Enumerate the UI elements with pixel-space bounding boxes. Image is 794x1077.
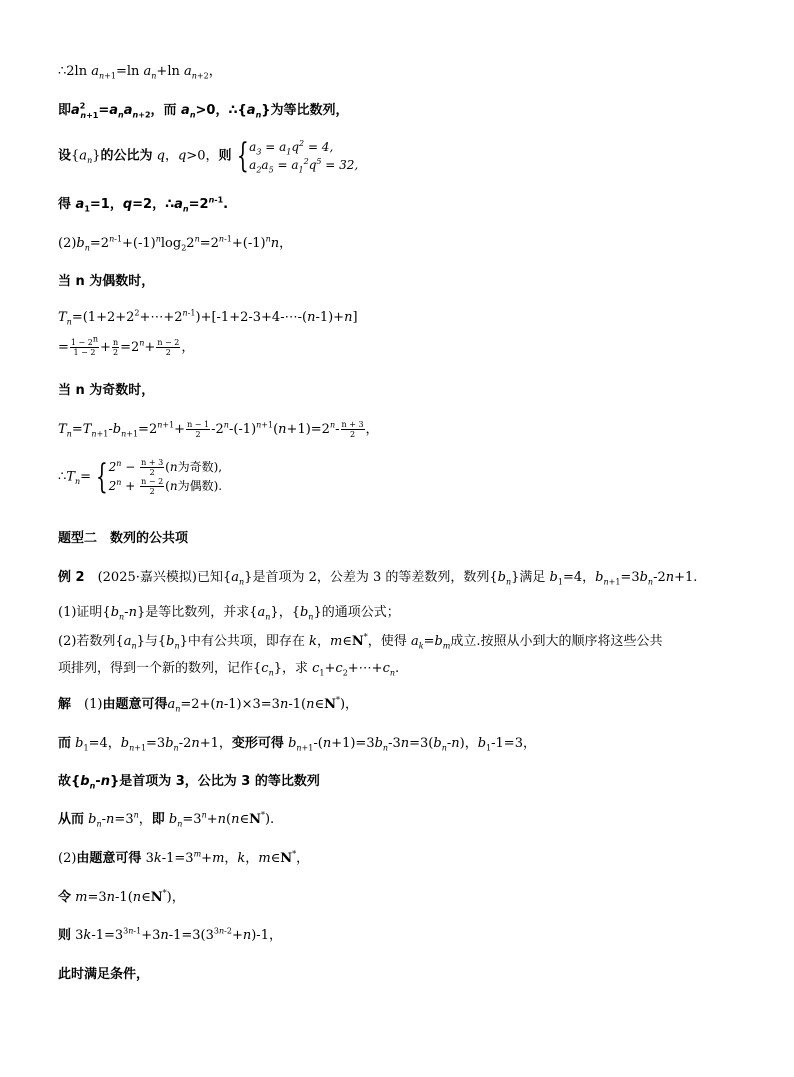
line-let-m: 令 m=3n-1(n∈N*)， (58, 888, 185, 905)
section-heading: 题型二 数列的公共项 (58, 531, 189, 546)
line-solution-a1-q: 得 $a_1=1$，q=2，$\therefore a_n=2^{n-1}$. (58, 195, 229, 214)
line-even-sum: $T_n=(1+2+2^2+\cdots+2^{n-1})+[-1+2-3+4-\cdots-(n-1)+n]$ (58, 308, 358, 327)
line-even-result: = $\frac{1 - 2^n}{1 - 2}$ + $\frac{n}{2}$ $=2^n+$ $\frac{n - 2}{2}$ ， (58, 334, 195, 357)
line-geometric-conclusion: 即$a^2_{n+1}=a_na_{n+2}$，而 $a_n>0$，$\therefore\{a_n\}$为等比数列， (58, 101, 349, 120)
example-statement: 例 2 (2025·嘉兴模拟)已知$\{a_n\}$是首项为 2，公差为 3 的等差数列，数列$\{b_n\}$满足 $b_1=4$，$b_{n+1}=3b_n-2n+1$. (58, 570, 698, 587)
example-label: 例 2 (58, 570, 85, 585)
solution-start: 解 (1)由题意可得$a_n=2+(n-1)\times 3=3n-1(n\in N^*)$， (58, 695, 359, 714)
line-even-case-heading: 当 n 为偶数时， (58, 274, 155, 289)
question-part-2: (2)若数列$\{a_n\}$与$\{b_n\}$中有公共项，即存在 k，m∈N*，使得 $a_k=b_m$成立.按照从小到大的顺序将这些公共 (58, 632, 663, 651)
line-substitute: 则 $3k-1=3^{3n-1}+3n-1=3(3^{3n-2}+n)-1$， (58, 926, 282, 943)
line-odd-result: $T_n=T_{n+1}-b_{n+1}=2^{n+1}+$ $\frac{n - 1}{2}$ $-2^n-(-1)^{n+1}(n+1)=2^n-$ $\frac{n + 3}{2}$ ， (58, 420, 379, 439)
question-part-2-cont: 项排列，得到一个新的数列，记作$\{c_n\}$，求 $c_1+c_2+\cdots+c_n$. (58, 661, 400, 678)
line-bn-formula: 从而 $b_n-n=3^n$，即 $b_n=3^n+n(n\in N^*)$. (58, 810, 275, 829)
example-source: (2025·嘉兴模拟) (97, 570, 197, 585)
line-piecewise-tn: $\therefore T_n=$ { $2^n$ − $\frac{n + 3}{2}$ (n为奇数), $2^n$ + $\frac{n - 2}{2}$ (n为偶数). (58, 457, 223, 497)
line-bn-transform: 而 $b_1=4$，$b_{n+1}=3b_n-2n+1$，变形可得 $b_{n+1}-(n+1)=3b_n-3n=3(b_n-n)$，$b_1-1=3$， (58, 736, 536, 753)
line-bn-definition: $(2)b_n=2^{n-1}+(-1)^n\log_22^n=2^{n-1}+(-1)^nn$， (58, 234, 293, 253)
line-log-relation: ∴2ln $a_{n+1}=\ln$ $a_n+\ln$ $a_{n+2}$， (58, 64, 222, 81)
line-geometric-bn-n: 故$\{b_n-n\}$是首项为 3，公比为 3 的等比数列 (58, 774, 320, 791)
line-condition-satisfied: 此时满足条件， (58, 967, 150, 982)
question-part-1: (1)证明$\{b_n-n\}$是等比数列，并求$\{a_n\}$，$\{b_n\}$的通项公式； (58, 605, 400, 622)
line-common-term-eq: (2)由题意可得 $3k-1=3^m+m$，k，m∈N*， (58, 849, 310, 866)
line-odd-case-heading: 当 n 为奇数时， (58, 383, 155, 398)
line-ratio-system: 设$\{a_n\}$的公比为 q，q>0，则 { $a_3 = a_1q^2 = 4$, $a_2a_5 = a_1^2q^5 = 32$, (58, 136, 359, 176)
solution-label: 解 (58, 697, 72, 712)
